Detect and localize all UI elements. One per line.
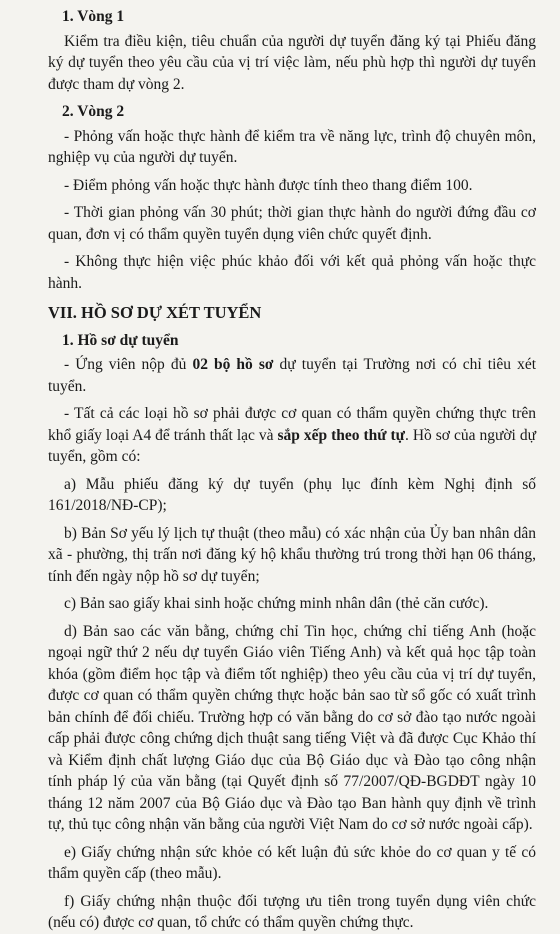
- round2-item: - Thời gian phỏng vấn 30 phút; thời gian thực hành do người đứng đầu cơ quan, đơn vị có thẩm quyền tuyển dụng viên chức quyết định.: [48, 204, 536, 243]
- dossier-item-f: f) Giấy chứng nhận thuộc đối tượng ưu tiên trong tuyển dụng viên chức (nếu có) được cơ quan, tổ chức có thẩm quyền chứng thực.: [48, 892, 536, 931]
- submission-bold: 02 bộ hồ sơ: [192, 356, 274, 373]
- dossier-item-c: c) Bản sao giấy khai sinh hoặc chứng minh nhân dân (thẻ căn cước).: [64, 595, 489, 612]
- dossier-item-d: d) Bản sao các văn bằng, chứng chỉ Tin học, chứng chỉ tiếng Anh (hoặc ngoại ngữ thứ 2 nếu dự tuyển Giáo viên Tiếng Anh) và kết quả học tập toàn khóa (gồm điểm học tập và điểm tốt nghiệp) theo yêu cầu của vị trí dự tuyển, được cơ quan có thẩm quyền chứng thực hoặc bản sao từ sổ gốc có xuất trình bản chính để đối chiếu. Trường hợp có văn bằng do cơ sở đào tạo nước ngoài cấp phải được công chứng dịch thuật sang tiếng Việt và đã được Cục Khảo thí và Kiểm định chất lượng Giáo dục của Bộ Giáo dục và Đào tạo công nhận tính pháp lý của văn bằng (tại Quyết định số 77/2007/QĐ-BGDĐT ngày 10 tháng 12 năm 2007 của Bộ Giáo dục và Đào tạo Ban hành quy định về trình tự, thủ tục công nhận văn bằng của người Việt Nam do cơ sở nước ngoài cấp).: [48, 622, 536, 833]
- submission-paragraph: [48, 354, 536, 397]
- dossier-item-e: e) Giấy chứng nhận sức khỏe có kết luận đủ sức khỏe do cơ quan y tế có thẩm quyền cấp (theo mẫu).: [48, 843, 536, 882]
- round2-item: - Điểm phỏng vấn hoặc thực hành được tính theo thang điểm 100.: [64, 176, 473, 194]
- round1-heading: 1. Vòng 1: [62, 8, 125, 25]
- certification-paragraph: [48, 403, 536, 468]
- certification-post: . Hồ sơ của người dự tuyển, gồm có:: [48, 426, 536, 465]
- round1-text: Kiểm tra điều kiện, tiêu chuẩn của người dự tuyển đăng ký tại Phiếu đăng ký dự tuyển theo yêu cầu của vị trí việc làm, nếu phù hợp thì người dự tuyển được tham dự vòng 2.: [48, 32, 536, 93]
- round2-item: - Không thực hiện việc phúc khảo đối với kết quả phỏng vấn hoặc thực hành.: [48, 253, 536, 292]
- dossier-item-a: a) Mẫu phiếu đăng ký dự tuyển (phụ lục đính kèm Nghị định số 161/2018/NĐ-CP);: [48, 475, 536, 514]
- round2-heading: 2. Vòng 2: [62, 103, 125, 120]
- section7-sub1-heading: 1. Hồ sơ dự tuyển: [62, 331, 179, 349]
- submission-pre: - Ứng viên nộp đủ: [64, 356, 193, 373]
- certification-bold: sắp xếp theo thứ tự: [277, 426, 405, 444]
- certification-pre: - Tất cả các loại hồ sơ phải được cơ quan có thẩm quyền chứng thực trên khổ giấy loại A4 để tránh thất lạc và: [48, 405, 536, 444]
- submission-post: dự tuyển tại Trường nơi có chỉ tiêu xét tuyển.: [48, 356, 537, 395]
- dossier-item-b: b) Bản Sơ yếu lý lịch tự thuật (theo mẫu) có xác nhận của Ủy ban nhân dân xã - phường, thị trấn nơi đăng ký hộ khẩu thường trú trong thời hạn 06 tháng, tính đến ngày nộp hồ sơ dự tuyển;: [48, 524, 536, 585]
- round2-item: - Phỏng vấn hoặc thực hành để kiểm tra về năng lực, trình độ chuyên môn, nghiệp vụ của người dự tuyển.: [48, 127, 536, 166]
- section7-heading: VII. HỒ SƠ DỰ XÉT TUYỂN: [48, 303, 262, 322]
